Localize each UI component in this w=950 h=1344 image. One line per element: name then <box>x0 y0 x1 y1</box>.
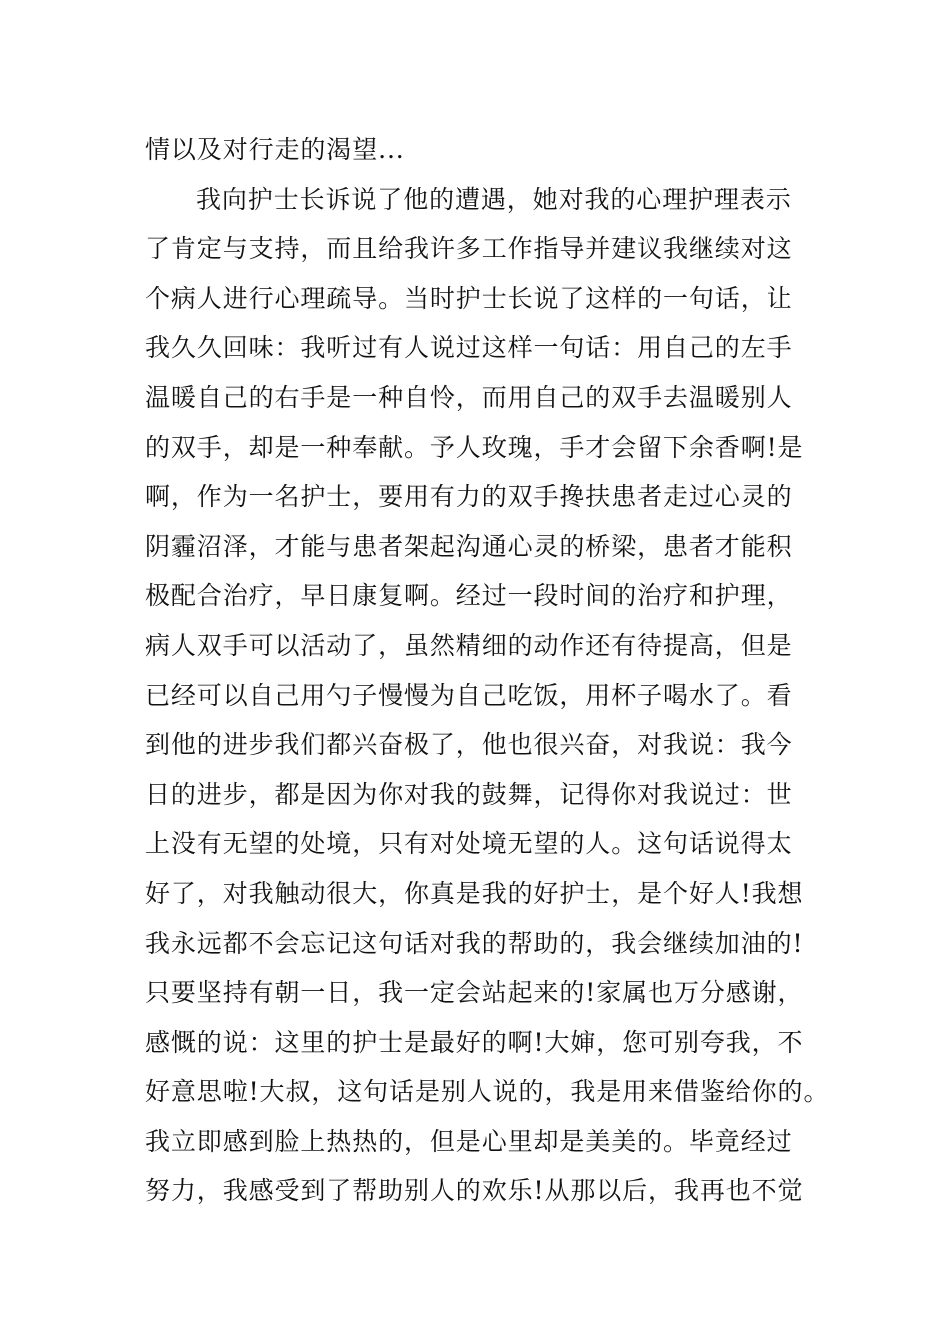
text-line: 到他的进步我们都兴奋极了，他也很兴奋，对我说：我今 <box>145 730 793 760</box>
text-line: 病人双手可以活动了，虽然精细的动作还有待提高，但是 <box>145 630 793 660</box>
text-line: 的双手，却是一种奉献。予人玫瑰，手才会留下余香啊!是 <box>145 432 804 462</box>
body-text <box>145 125 830 1216</box>
text-line: 极配合治疗，早日康复啊。经过一段时间的治疗和护理， <box>145 581 793 611</box>
text-line: 我永远都不会忘记这句话对我的帮助的，我会继续加油的! <box>145 928 804 958</box>
text-line: 阴霾沼泽，才能与患者架起沟通心灵的桥梁，患者才能积 <box>145 531 793 561</box>
paragraph-start-line: 我向护士长诉说了他的遭遇，她对我的心理护理表示 <box>196 184 792 214</box>
text-line: 好了，对我触动很大，你真是我的好护士，是个好人!我想 <box>145 878 804 908</box>
text-line: 情以及对行走的渴望... <box>145 135 405 164</box>
text-line: 啊，作为一名护士，要用有力的双手搀扶患者走过心灵的 <box>145 482 793 512</box>
text-line: 感慨的说：这里的护士是最好的啊!大婶，您可别夸我，不 <box>145 1027 804 1057</box>
text-line: 日的进步，都是因为你对我的鼓舞，记得你对我说过：世 <box>145 779 793 809</box>
text-line: 已经可以自己用勺子慢慢为自己吃饭，用杯子喝水了。看 <box>145 680 793 710</box>
text-line: 我立即感到脸上热热的，但是心里却是美美的。毕竟经过 <box>145 1126 793 1156</box>
text-line: 温暖自己的右手是一种自怜，而用自己的双手去温暖别人 <box>145 382 793 412</box>
text-line: 了肯定与支持，而且给我许多工作指导并建议我继续对这 <box>145 234 793 264</box>
text-line: 努力，我感受到了帮助别人的欢乐!从那以后，我再也不觉 <box>145 1176 804 1206</box>
text-line: 好意思啦!大叔，这句话是别人说的，我是用来借鉴给你的。 <box>145 1077 830 1107</box>
text-line: 上没有无望的处境，只有对处境无望的人。这句话说得太 <box>145 829 793 859</box>
text-line: 个病人进行心理疏导。当时护士长说了这样的一句话，让 <box>145 283 793 313</box>
text-line: 只要坚持有朝一日，我一定会站起来的!家属也万分感谢， <box>145 978 804 1008</box>
text-line: 我久久回味：我听过有人说过这样一句话：用自己的左手 <box>145 333 793 363</box>
